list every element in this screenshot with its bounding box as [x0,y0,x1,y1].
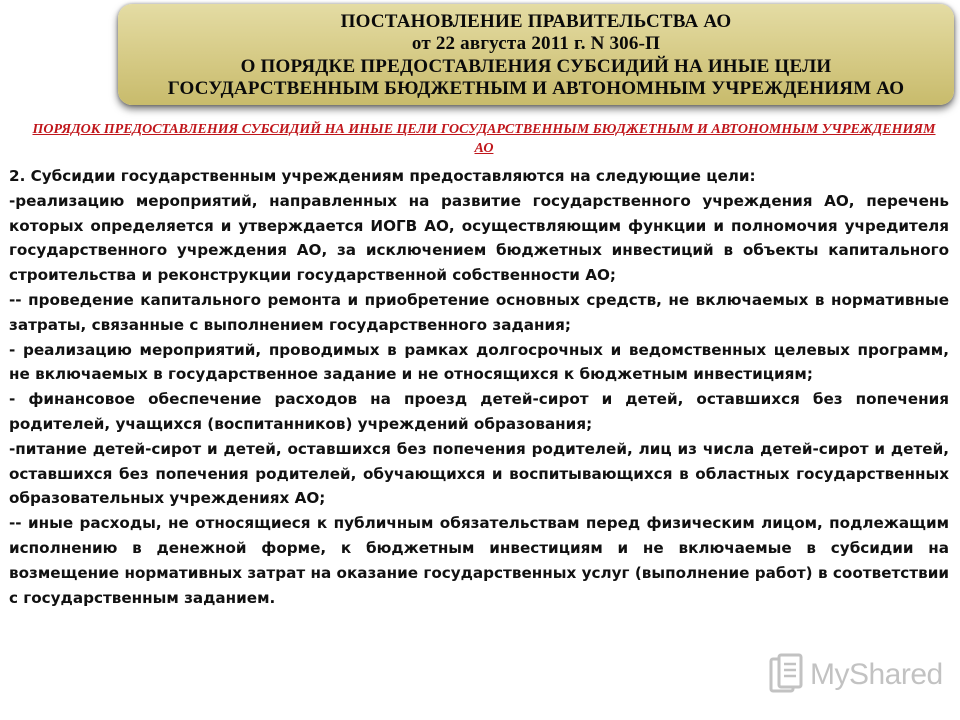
list-item: -питание детей-сирот и детей, оставшихся без попечения родителей, лиц из числа детей-сирот и детей, оставшихся без попечения родителей, обучающихся и воспитывающихся в областных государственных образовательных учреждениях АО; [9,439,949,508]
title-line-3: О ПОРЯДКЕ ПРЕДОСТАВЛЕНИЯ СУБСИДИЙ НА ИНЫЕ ЦЕЛИ [240,55,832,77]
myshared-logo-icon [768,653,806,697]
title-line-1: ПОСТАНОВЛЕНИЕ ПРАВИТЕЛЬСТВА АО [340,10,732,32]
list-item: - реализацию мероприятий, проводимых в рамках долгосрочных и ведомственных целевых программ, не включаемых в государственное задание и не относящихся к бюджетным инвестициям; [9,340,949,384]
title-banner [118,4,954,105]
title-line-2: от 22 августа 2011 г. N 306-П [411,33,661,54]
section-subtitle: ПОРЯДОК ПРЕДОСТАВЛЕНИЯ СУБСИДИЙ НА ИНЫЕ ЦЕЛИ ГОСУДАРСТВЕННЫМ БЮДЖЕТНЫМ И АВТОНОМНЫМ УЧРЕЖДЕНИЯМ АО [32,122,936,156]
body-text [9,164,949,610]
list-item: -- проведение капитального ремонта и приобретение основных средств, не включаемых в нормативные затраты, связанные с выполнением государственного задания; [9,290,949,334]
list-item: -реализацию мероприятий, направленных на развитие государственного учреждения АО, перечень которых определяется и утверждается ИОГВ АО, осуществляющим функции и полномочия учредителя государственного учреждения АО, за исключением бюджетных инвестиций в объекты капитального строительства и реконструкции государственной собственности АО; [9,191,949,285]
intro-paragraph: 2. Субсидии государственным учреждениям предоставляются на следующие цели: [9,167,756,185]
list-item: -- иные расходы, не относящиеся к публичным обязательствам перед физическим лицом, подлежащим исполнению в денежной форме, к бюджетным инвестициям и не включаемые в субсидии на возмещение нормативных затрат на оказание государственных услуг (выполнение работ) в соответствии с государственным заданием. [9,514,949,607]
list-item: - финансовое обеспечение расходов на проезд детей-сирот и детей, оставшихся без попечения родителей, учащихся (воспитанников) учреждений образования; [9,390,949,433]
title-line-4: ГОСУДАРСТВЕННЫМ БЮДЖЕТНЫМ И АВТОНОМНЫМ УЧРЕЖДЕНИЯМ АО [167,78,905,99]
watermark-text: MyShared [810,658,943,691]
myshared-watermark [768,650,943,700]
